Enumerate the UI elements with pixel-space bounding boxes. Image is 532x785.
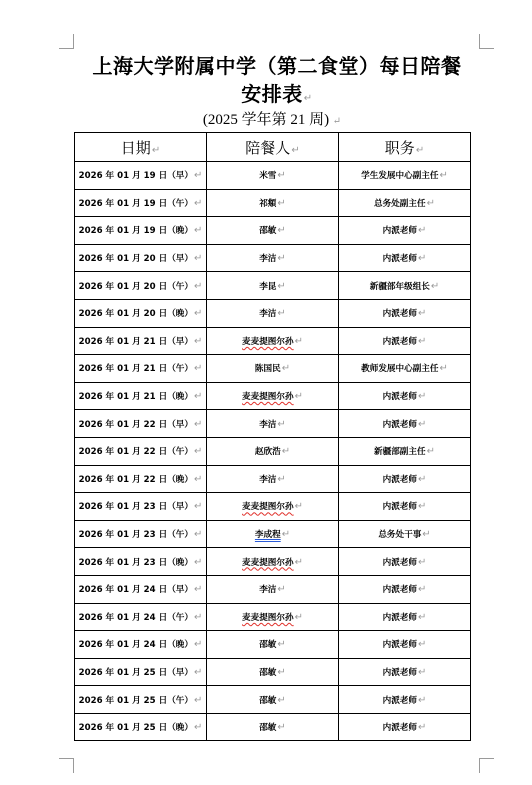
cell-mark-icon: ↵ <box>193 694 203 706</box>
cell-person-text: 李成程 <box>254 530 281 541</box>
cell-date-text: 2026 年 01 月 23 日（早） <box>78 502 193 513</box>
cell-person <box>207 217 339 245</box>
cell-role-text: 内派老师 <box>382 419 417 430</box>
cell-mark-icon: ↵ <box>439 363 448 375</box>
crop-mark-bottom-right <box>479 758 494 773</box>
cell-date <box>75 658 207 686</box>
cell-person <box>207 437 339 465</box>
table-row <box>75 631 471 659</box>
crop-mark-bottom-left <box>59 758 74 773</box>
cell-mark-icon: ↵ <box>418 225 427 237</box>
table-row <box>75 713 471 741</box>
cell-person <box>207 272 339 300</box>
table-row <box>75 189 471 217</box>
cell-role <box>339 658 471 686</box>
cell-mark-icon: ↵ <box>193 225 203 237</box>
crop-mark-top-right <box>479 34 494 49</box>
cell-mark-icon: ↵ <box>277 280 286 292</box>
schedule-rows <box>75 162 471 741</box>
table-row <box>75 327 471 355</box>
cell-date <box>75 520 207 548</box>
cell-mark-icon: ↵ <box>418 584 427 596</box>
cell-mark-icon: ↵ <box>418 694 427 706</box>
cell-person-text: 邵敏 <box>259 226 277 237</box>
paragraph-mark-icon: ↵ <box>415 144 425 156</box>
cell-date <box>75 493 207 521</box>
cell-role-text: 内派老师 <box>382 695 417 706</box>
cell-mark-icon: ↵ <box>193 308 203 320</box>
cell-role <box>339 493 471 521</box>
cell-date-text: 2026 年 01 月 20 日（早） <box>78 254 193 265</box>
cell-role-text: 内派老师 <box>382 474 417 485</box>
cell-role-text: 内派老师 <box>382 502 417 513</box>
cell-mark-icon: ↵ <box>418 473 427 485</box>
cell-role <box>339 382 471 410</box>
cell-role <box>339 713 471 741</box>
cell-person-text: 赵欣浩 <box>254 447 281 458</box>
cell-date-text: 2026 年 01 月 25 日（早） <box>78 667 193 678</box>
cell-mark-icon: ↵ <box>193 418 203 430</box>
cell-person <box>207 520 339 548</box>
cell-mark-icon: ↵ <box>418 253 427 265</box>
table-row <box>75 548 471 576</box>
cell-person-text: 邵敏 <box>259 695 277 706</box>
cell-date <box>75 217 207 245</box>
cell-role-text: 新疆部副主任 <box>374 447 426 458</box>
table-row <box>75 217 471 245</box>
cell-mark-icon: ↵ <box>277 722 286 734</box>
cell-date <box>75 162 207 190</box>
title-line-2 <box>74 80 480 113</box>
cell-mark-icon: ↵ <box>277 225 286 237</box>
cell-mark-icon: ↵ <box>193 446 203 458</box>
cell-role <box>339 162 471 190</box>
cell-mark-icon: ↵ <box>277 197 286 209</box>
table-row <box>75 575 471 603</box>
table-row <box>75 686 471 714</box>
cell-role <box>339 686 471 714</box>
cell-mark-icon: ↵ <box>277 418 286 430</box>
cell-person-text: 李洁 <box>259 419 277 430</box>
cell-person-text: 李洁 <box>259 254 277 265</box>
header-role-label: 职务 <box>384 138 415 157</box>
cell-mark-icon: ↵ <box>193 363 203 375</box>
cell-person <box>207 603 339 631</box>
cell-person-text: 李洁 <box>259 585 277 596</box>
cell-role-text: 内派老师 <box>382 226 417 237</box>
cell-mark-icon: ↵ <box>277 473 286 485</box>
cell-mark-icon: ↵ <box>277 666 286 678</box>
cell-date-text: 2026 年 01 月 24 日（早） <box>78 585 193 596</box>
cell-role <box>339 603 471 631</box>
cell-mark-icon: ↵ <box>277 584 286 596</box>
cell-mark-icon: ↵ <box>430 280 440 292</box>
cell-role-text: 内派老师 <box>382 640 417 651</box>
cell-date <box>75 410 207 438</box>
paragraph-mark-icon: ↵ <box>291 144 300 156</box>
document-title <box>74 52 480 113</box>
table-row <box>75 603 471 631</box>
cell-date-text: 2026 年 01 月 21 日（晚） <box>78 392 193 403</box>
cell-role-text: 内派老师 <box>382 723 417 734</box>
cell-mark-icon: ↵ <box>193 529 203 541</box>
cell-person <box>207 327 339 355</box>
schedule-table <box>74 132 471 741</box>
paragraph-mark-icon: ↵ <box>330 116 342 127</box>
cell-role-text: 总务处干事 <box>378 530 422 541</box>
cell-date-text: 2026 年 01 月 22 日（早） <box>78 419 193 430</box>
cell-mark-icon: ↵ <box>193 253 203 265</box>
table-row <box>75 299 471 327</box>
cell-mark-icon: ↵ <box>294 501 303 513</box>
cell-person-text: 李昆 <box>259 281 277 292</box>
cell-mark-icon: ↵ <box>418 556 427 568</box>
cell-date <box>75 686 207 714</box>
cell-role-text: 内派老师 <box>382 667 417 678</box>
cell-mark-icon: ↵ <box>277 308 286 320</box>
cell-mark-icon: ↵ <box>193 666 203 678</box>
cell-mark-icon: ↵ <box>294 611 303 623</box>
cell-person <box>207 493 339 521</box>
cell-role <box>339 327 471 355</box>
header-date <box>75 133 207 162</box>
cell-person-text: 邵敏 <box>259 723 277 734</box>
cell-mark-icon: ↵ <box>418 501 427 513</box>
cell-mark-icon: ↵ <box>193 584 203 596</box>
cell-date-text: 2026 年 01 月 19 日（午） <box>78 198 193 209</box>
cell-role <box>339 437 471 465</box>
cell-mark-icon: ↵ <box>193 170 203 182</box>
cell-role-text: 内派老师 <box>382 612 417 623</box>
header-role <box>339 133 471 162</box>
table-row <box>75 493 471 521</box>
cell-role <box>339 548 471 576</box>
cell-role-text: 内派老师 <box>382 336 417 347</box>
cell-person-text: 麦麦提图尔孙 <box>242 392 294 403</box>
cell-person <box>207 189 339 217</box>
cell-mark-icon: ↵ <box>418 611 427 623</box>
cell-date <box>75 713 207 741</box>
cell-person-text: 李洁 <box>259 474 277 485</box>
cell-role <box>339 465 471 493</box>
cell-role <box>339 217 471 245</box>
cell-role <box>339 575 471 603</box>
cell-mark-icon: ↵ <box>418 666 427 678</box>
cell-role-text: 内派老师 <box>382 392 417 403</box>
cell-role <box>339 272 471 300</box>
cell-date <box>75 189 207 217</box>
cell-date-text: 2026 年 01 月 21 日（午） <box>78 364 193 375</box>
cell-mark-icon: ↵ <box>294 556 303 568</box>
cell-mark-icon: ↵ <box>193 501 203 513</box>
cell-mark-icon: ↵ <box>418 391 427 403</box>
cell-mark-icon: ↵ <box>277 170 286 182</box>
subtitle-text: (2025 学年第 21 周) <box>202 112 330 128</box>
cell-person-text: 麦麦提图尔孙 <box>242 336 294 347</box>
cell-mark-icon: ↵ <box>193 280 203 292</box>
cell-mark-icon: ↵ <box>193 722 203 734</box>
cell-person-text: 李洁 <box>259 309 277 320</box>
cell-role-text: 总务处副主任 <box>374 198 426 209</box>
cell-date <box>75 631 207 659</box>
cell-mark-icon: ↵ <box>193 611 203 623</box>
cell-date-text: 2026 年 01 月 19 日（早） <box>78 171 193 182</box>
cell-mark-icon: ↵ <box>418 722 427 734</box>
cell-person <box>207 658 339 686</box>
cell-mark-icon: ↵ <box>418 639 427 651</box>
cell-person <box>207 355 339 383</box>
cell-person <box>207 382 339 410</box>
cell-mark-icon: ↵ <box>193 639 203 651</box>
cell-role-text: 内派老师 <box>382 585 417 596</box>
cell-role-text: 内派老师 <box>382 557 417 568</box>
cell-person <box>207 631 339 659</box>
table-row <box>75 244 471 272</box>
cell-mark-icon: ↵ <box>193 197 203 209</box>
crop-mark-top-left <box>59 34 74 49</box>
header-date-label: 日期 <box>120 138 151 157</box>
table-header-row <box>75 133 471 162</box>
table-row <box>75 162 471 190</box>
cell-date-text: 2026 年 01 月 22 日（晚） <box>78 474 193 485</box>
cell-date <box>75 603 207 631</box>
cell-role <box>339 631 471 659</box>
cell-mark-icon: ↵ <box>418 308 427 320</box>
cell-role <box>339 520 471 548</box>
title-line-2-text: 安排表 <box>241 82 303 106</box>
cell-date <box>75 575 207 603</box>
cell-date <box>75 382 207 410</box>
cell-mark-icon: ↵ <box>277 253 286 265</box>
cell-person-text: 麦麦提图尔孙 <box>242 557 294 568</box>
table-row <box>75 410 471 438</box>
cell-role <box>339 244 471 272</box>
cell-date <box>75 355 207 383</box>
cell-person <box>207 465 339 493</box>
cell-date <box>75 548 207 576</box>
header-person-label: 陪餐人 <box>245 138 291 157</box>
cell-date-text: 2026 年 01 月 20 日（晚） <box>78 309 193 320</box>
cell-mark-icon: ↵ <box>418 335 427 347</box>
cell-role-text: 教师发展中心副主任 <box>361 364 439 375</box>
cell-date <box>75 327 207 355</box>
cell-mark-icon: ↵ <box>277 694 286 706</box>
cell-mark-icon: ↵ <box>281 529 291 541</box>
cell-date-text: 2026 年 01 月 25 日（午） <box>78 695 193 706</box>
cell-date-text: 2026 年 01 月 22 日（午） <box>78 447 193 458</box>
cell-mark-icon: ↵ <box>426 197 435 209</box>
cell-person <box>207 686 339 714</box>
cell-person <box>207 713 339 741</box>
cell-mark-icon: ↵ <box>294 391 303 403</box>
document-subtitle <box>74 110 470 132</box>
cell-date-text: 2026 年 01 月 24 日（晚） <box>78 640 193 651</box>
title-line-1: 上海大学附属中学（第二食堂）每日陪餐 <box>92 54 462 78</box>
cell-mark-icon: ↵ <box>418 418 427 430</box>
cell-role <box>339 355 471 383</box>
table-row <box>75 658 471 686</box>
cell-date <box>75 272 207 300</box>
table-row <box>75 382 471 410</box>
cell-date-text: 2026 年 01 月 20 日（午） <box>78 281 193 292</box>
table-row <box>75 272 471 300</box>
cell-person-text: 祁頫 <box>259 198 277 209</box>
cell-date <box>75 465 207 493</box>
cell-person-text: 邵敏 <box>259 640 277 651</box>
paragraph-mark-icon: ↵ <box>303 93 313 104</box>
cell-person-text: 邵敏 <box>259 667 277 678</box>
cell-mark-icon: ↵ <box>193 391 203 403</box>
cell-date-text: 2026 年 01 月 23 日（晚） <box>78 557 193 568</box>
table-row <box>75 465 471 493</box>
cell-mark-icon: ↵ <box>426 446 435 458</box>
cell-person <box>207 575 339 603</box>
cell-role <box>339 189 471 217</box>
cell-mark-icon: ↵ <box>193 473 203 485</box>
table-row <box>75 520 471 548</box>
cell-mark-icon: ↵ <box>439 170 448 182</box>
cell-role-text: 内派老师 <box>382 309 417 320</box>
cell-person <box>207 244 339 272</box>
cell-date-text: 2026 年 01 月 21 日（早） <box>78 336 193 347</box>
cell-person-text: 陈国民 <box>254 364 281 375</box>
table-row <box>75 355 471 383</box>
cell-person <box>207 410 339 438</box>
cell-date <box>75 437 207 465</box>
cell-mark-icon: ↵ <box>281 446 291 458</box>
cell-date-text: 2026 年 01 月 23 日（午） <box>78 530 193 541</box>
cell-mark-icon: ↵ <box>294 335 303 347</box>
cell-person-text: 米雪 <box>259 171 277 182</box>
cell-role <box>339 410 471 438</box>
cell-person-text: 麦麦提图尔孙 <box>242 612 294 623</box>
cell-person-text: 麦麦提图尔孙 <box>242 502 294 513</box>
cell-mark-icon: ↵ <box>193 335 203 347</box>
header-person <box>207 133 339 162</box>
cell-date-text: 2026 年 01 月 24 日（午） <box>78 612 193 623</box>
cell-mark-icon: ↵ <box>151 144 161 156</box>
cell-role-text: 内派老师 <box>382 254 417 265</box>
cell-role-text: 新疆部年级组长 <box>369 281 430 292</box>
cell-date <box>75 244 207 272</box>
cell-date-text: 2026 年 01 月 25 日（晚） <box>78 723 193 734</box>
cell-mark-icon: ↵ <box>281 363 291 375</box>
cell-role <box>339 299 471 327</box>
cell-mark-icon: ↵ <box>277 639 286 651</box>
cell-date <box>75 299 207 327</box>
table-row <box>75 437 471 465</box>
cell-date-text: 2026 年 01 月 19 日（晚） <box>78 226 193 237</box>
cell-role-text: 学生发展中心副主任 <box>361 171 439 182</box>
cell-person <box>207 299 339 327</box>
cell-mark-icon: ↵ <box>193 556 203 568</box>
cell-person <box>207 548 339 576</box>
cell-person <box>207 162 339 190</box>
cell-mark-icon: ↵ <box>422 529 431 541</box>
